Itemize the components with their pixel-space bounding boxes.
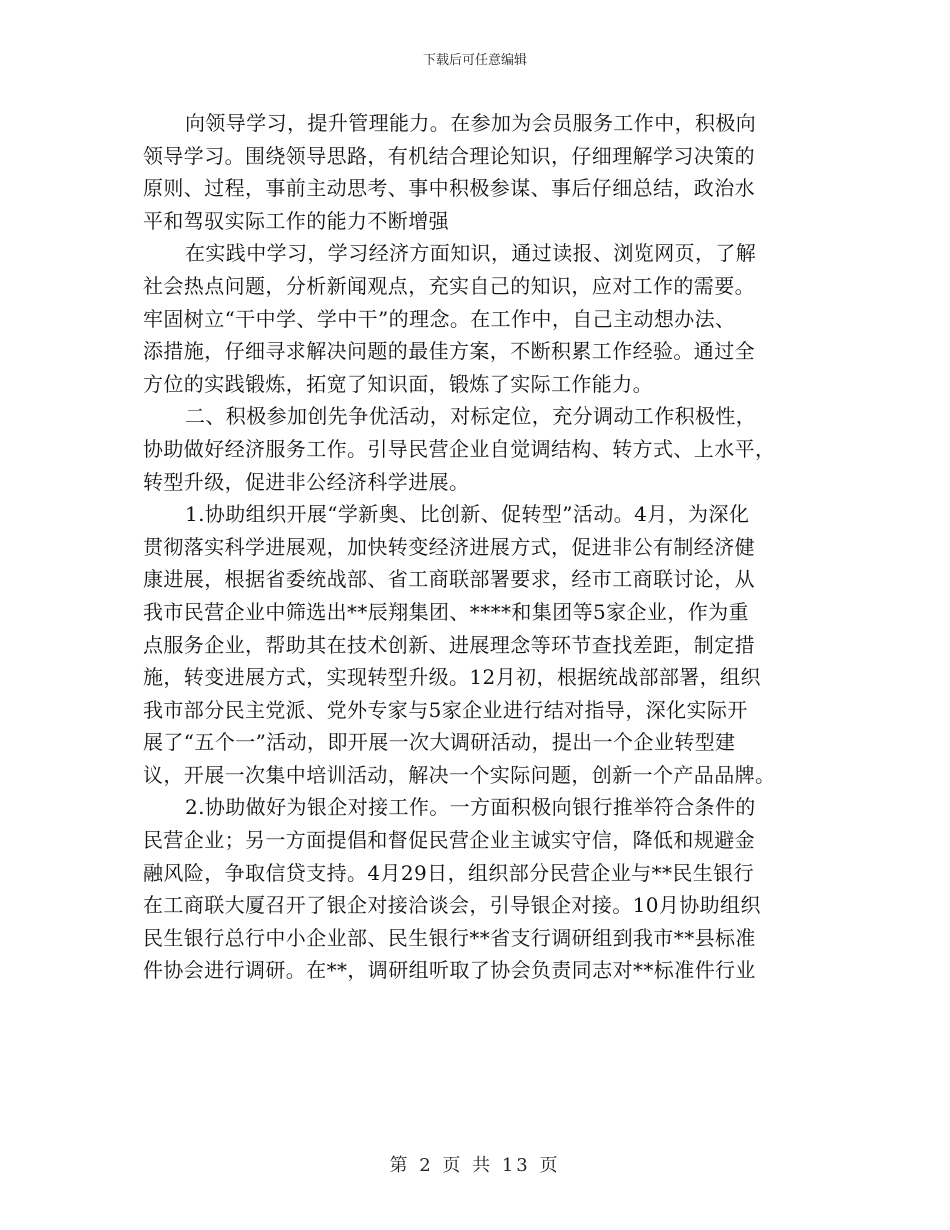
text-line: 件协会进行调研。在**，调研组听取了协会负责同志对**标准件行业	[143, 958, 756, 983]
text-line: 融风险，争取信贷支持。4月29日，组织部分民营企业与**民生银行	[143, 860, 754, 885]
text-line: 2.协助做好为银企对接工作。一方面积极向银行推举符合条件的	[185, 795, 756, 820]
text-line: 展了“五个一”活动，即开展一次大调研活动，提出一个企业转型建	[143, 730, 736, 755]
text-line: 贯彻落实科学进展观，加快转变经济进展方式，促进非公有制经济健	[143, 534, 755, 559]
text-line: 我市民营企业中筛选出**辰翔集团、****和集团等5家企业，作为重	[143, 599, 749, 624]
text-line: 民生银行总行中小企业部、民生银行**省支行调研组到我市**县标准	[143, 925, 756, 950]
text-line: 康进展，根据省委统战部、省工商联部署要求，经市工商联讨论，从	[143, 567, 755, 592]
text-line: 领导学习。围绕领导思路，有机结合理论知识，仔细理解学习决策的	[143, 143, 755, 168]
document-body	[143, 107, 813, 987]
text-line: 在实践中学习，学习经济方面知识，通过读报、浏览网页，了解	[185, 241, 757, 266]
text-line: 牢固树立“干中学、学中干”的理念。在工作中，自己主动想办法、	[143, 306, 736, 331]
text-line: 转型升级，促进非公经济科学进展。	[143, 469, 470, 494]
text-line: 向领导学习，提升管理能力。在参加为会员服务工作中，积极向	[185, 111, 757, 135]
text-line: 二、积极参加创先争优活动，对标定位，充分调动工作积极性，	[185, 404, 757, 429]
text-line: 平和驾驭实际工作的能力不断增强	[143, 208, 449, 233]
text-line: 议，开展一次集中培训活动，解决一个实际问题，创新一个产品品牌。	[143, 762, 776, 787]
text-line: 点服务企业，帮助其在技术创新、进展理念等环节查找差距，制定措	[143, 632, 755, 657]
text-line: 施，转变进展方式，实现转型升级。12月初，根据统战部部署，组织	[143, 665, 761, 690]
text-line: 在工商联大厦召开了银企对接洽谈会，引导银企对接。10月协助组织	[143, 893, 761, 918]
page-number-footer: 第 2 页 共 13 页	[389, 1155, 561, 1176]
text-line: 协助做好经济服务工作。引导民营企业自觉调结构、转方式、上水平，	[143, 436, 776, 461]
text-line: 我市部分民主党派、党外专家与5家企业进行结对指导，深化实际开	[143, 697, 748, 722]
page-header: 下载后可任意编辑	[422, 53, 527, 68]
text-line: 民营企业；另一方面提倡和督促民营企业主诚实守信，降低和规避金	[143, 828, 755, 853]
text-line: 方位的实践锻炼，拓宽了知识面，锻炼了实际工作能力。	[143, 371, 653, 396]
text-line: 1.协助组织开展“学新奥、比创新、促转型”活动。4月，为深化	[185, 502, 750, 527]
text-line: 原则、过程，事前主动思考、事中积极参谋、事后仔细总结，政治水	[143, 176, 755, 201]
text-line: 社会热点问题，分析新闻观点，充实自己的知识，应对工作的需要。	[143, 273, 755, 298]
text-line: 添措施，仔细寻求解决问题的最佳方案，不断积累工作经验。通过全	[143, 339, 755, 364]
